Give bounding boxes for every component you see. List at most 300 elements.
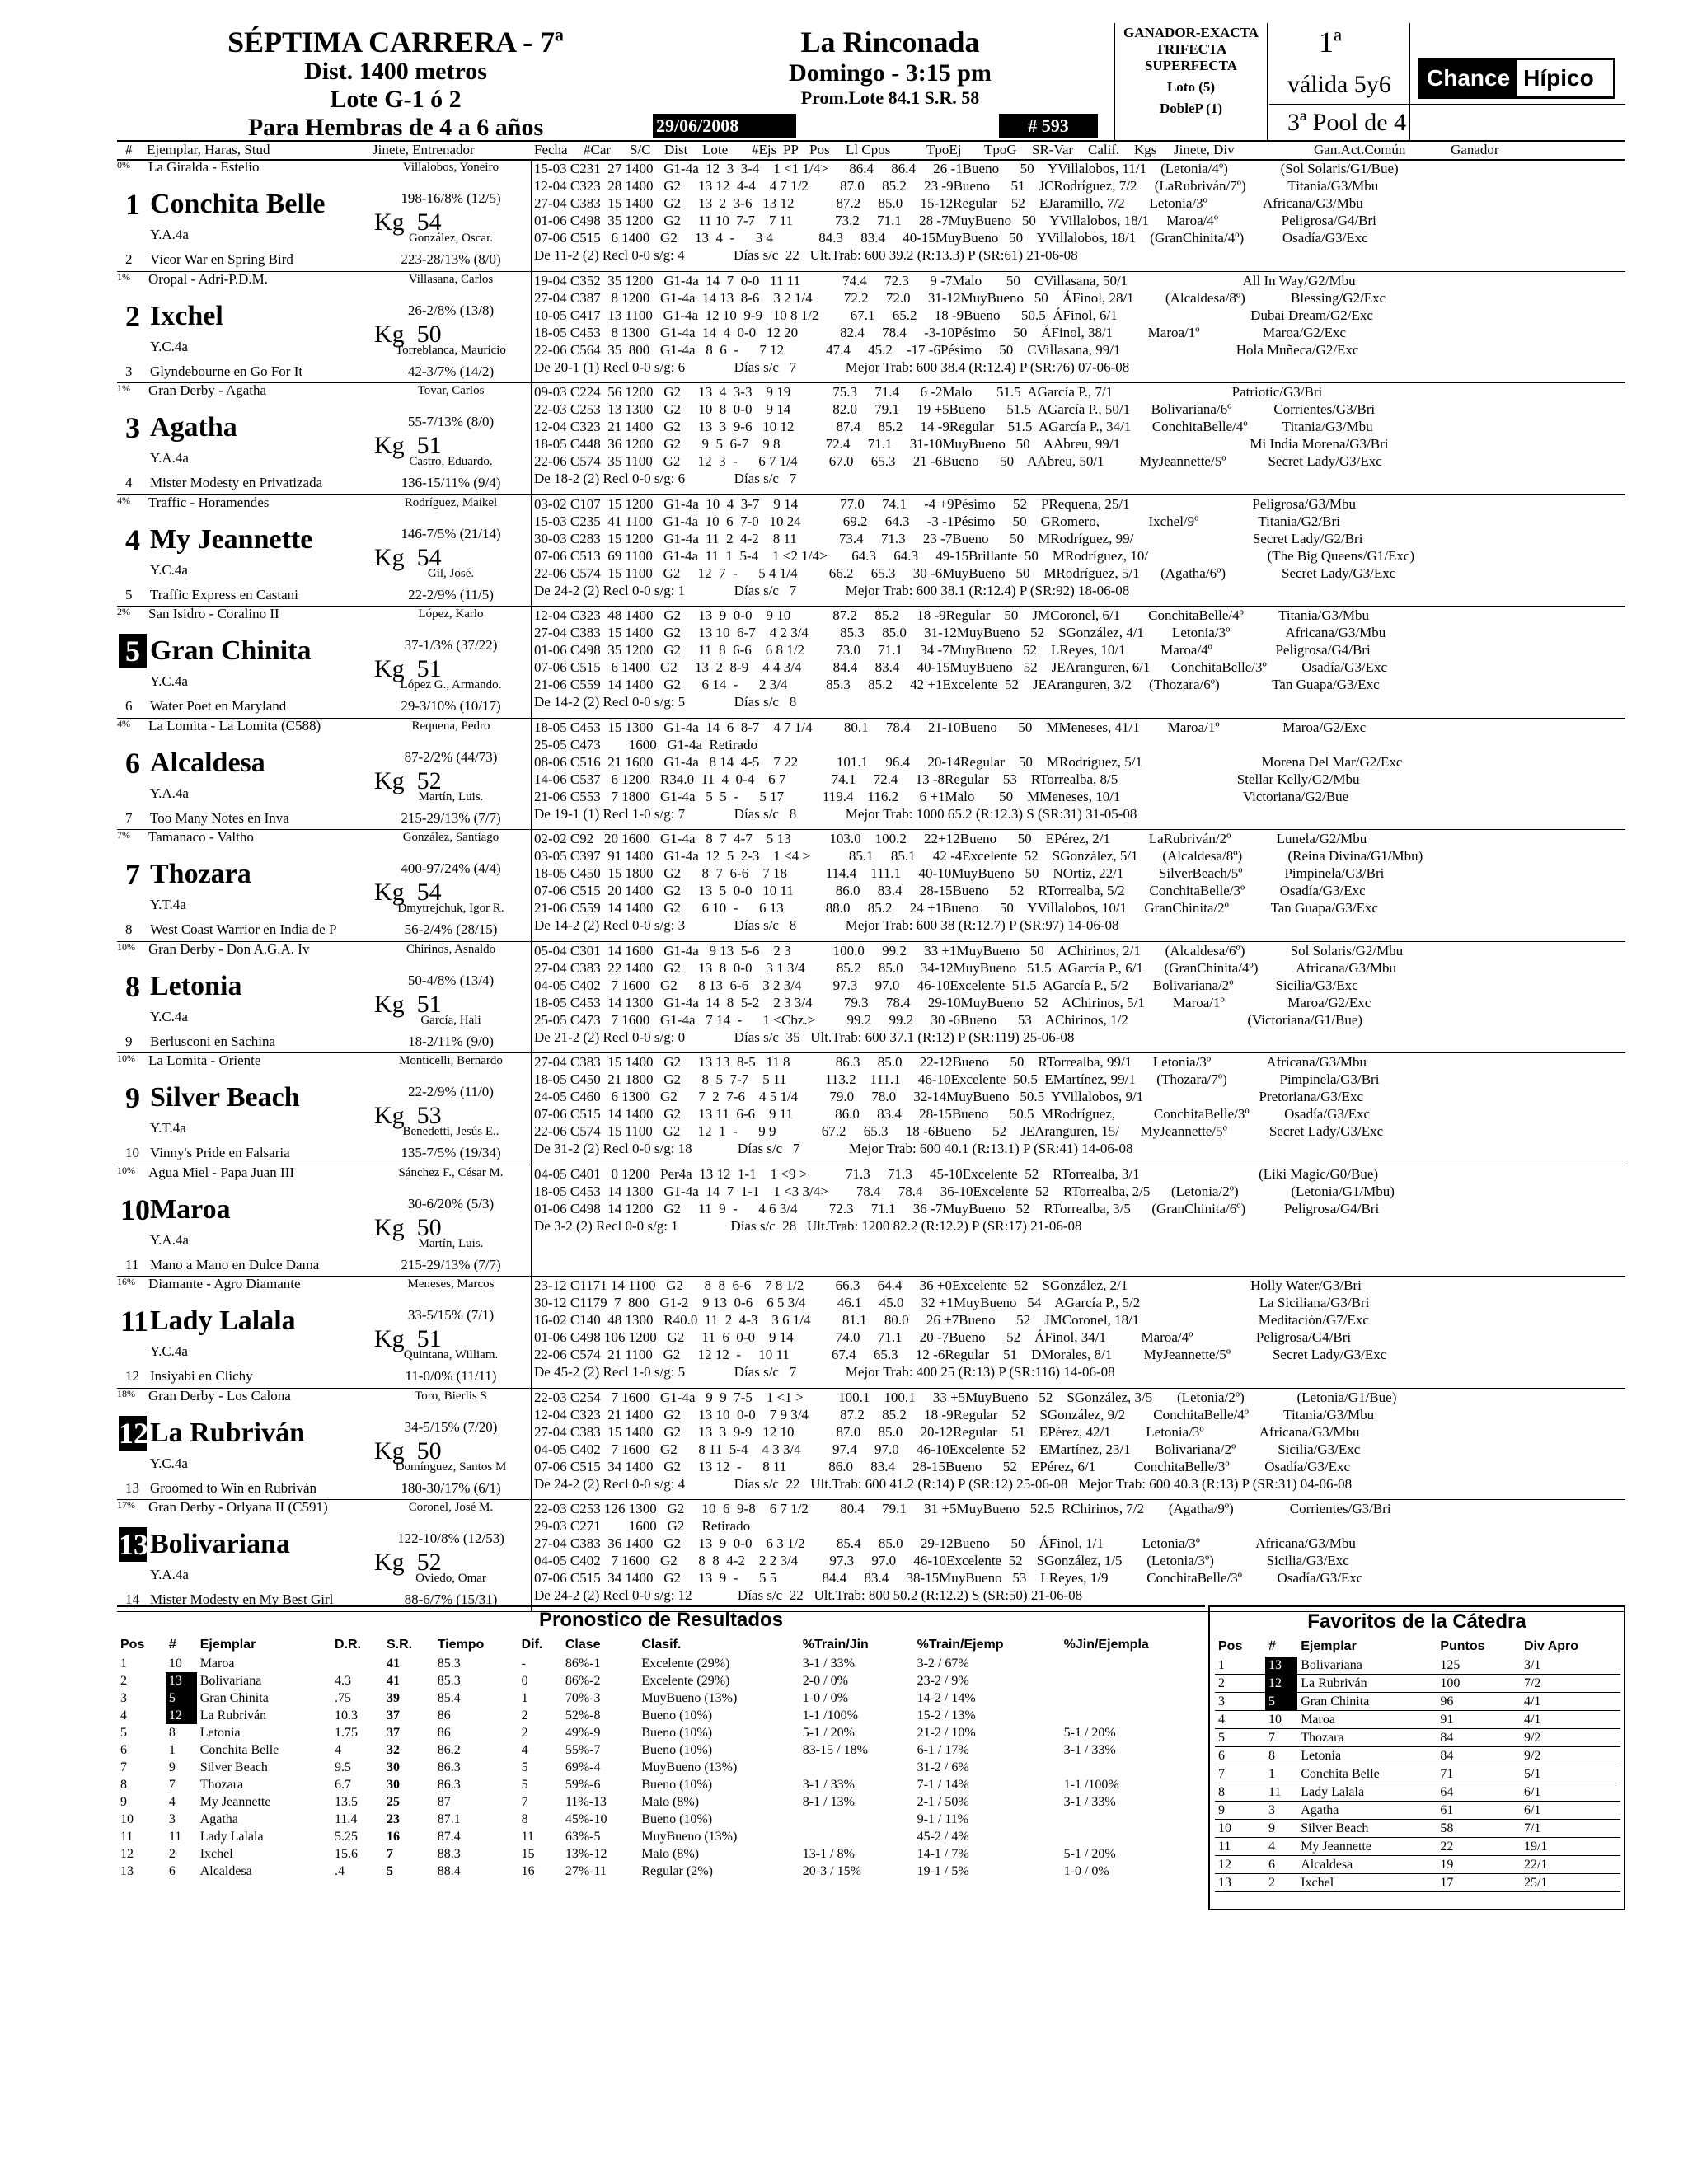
past-performance-line: 01-06 C498 106 1200 G2 11 6 0-0 9 14 74.0 71.1 20 -7Bueno 52 ÁFinol, 34/1 Maroa/4º Peligrosa/G4/Bri — [534, 1329, 1352, 1345]
entry-age: Y.A.4a — [150, 227, 189, 242]
entry-weight-value: 50 — [416, 1214, 442, 1241]
entry-breeding: Tamanaco - Valtho — [148, 829, 254, 845]
past-performance-line: 09-03 C224 56 1200 G2 13 4 3-3 9 19 75.3 71.4 6 -2Malo 51.5 AGarcía P., 7/1 Patriotic/G3/Bri — [534, 384, 1323, 400]
entry-age: Y.C.4a — [150, 562, 188, 578]
past-performance-line: 18-05 C453 14 1300 G1-4a 14 8 5-2 2 3 3/4 79.3 78.4 29-10MuyBueno 52 AChirinos, 5/1 Maroa/1º Maroa/G2/Exc — [534, 995, 1372, 1010]
past-performance-line: 22-06 C564 35 800 G1-4a 8 6 - 7 12 47.4 45.2 -17 -6Pésimo 50 CVillasana, 99/1 Hola Muñeca/G2/Exc — [534, 342, 1359, 358]
table-cell: 10 — [1268, 1712, 1282, 1727]
entry-weight: Kg 51 — [374, 432, 442, 459]
table-cell: Regular (2%) — [641, 1863, 713, 1878]
entry-age: Y.C.4a — [150, 1343, 188, 1359]
table-row — [1215, 1747, 1620, 1765]
table-cell: 70%-3 — [565, 1690, 601, 1705]
table-cell: 91 — [1440, 1712, 1454, 1727]
table-cell: 59%-6 — [565, 1777, 601, 1792]
column-header: S.R. — [387, 1638, 413, 1652]
entry-age: Y.C.4a — [150, 1009, 188, 1024]
column-header: Clase — [565, 1638, 601, 1652]
pronostico-table — [117, 1635, 1205, 1880]
entry-breeding: Agua Miel - Papa Juan III — [148, 1165, 295, 1180]
entry-jockey: López, Karlo — [418, 607, 484, 621]
past-performance-line: 22-03 C254 7 1600 G1-4a 9 9 7-5 1 <1 > 100.1 100.1 33 +5MuyBueno 52 SGonzález, 3/5 (Letonia/2º) (Letonia/G1/Bue) — [534, 1390, 1397, 1405]
table-cell: 20-3 / 15% — [802, 1863, 861, 1878]
table-cell: 10 — [1218, 1821, 1231, 1835]
past-performance-line: 22-06 C574 15 1100 G2 12 7 - 5 4 1/4 66.2 65.3 30 -6MuyBueno 50 MRodríguez, 5/1 (Agatha/6º) Secret Lady/G3/Exc — [534, 565, 1396, 581]
divider — [531, 494, 532, 607]
entry-index: 11 — [125, 1257, 139, 1272]
entry-weight-value: 52 — [416, 767, 442, 794]
past-performance-line: 03-05 C397 91 1400 G1-4a 12 5 2-3 1 <4 > 85.1 85.1 42 -4Excelente 52 SGonzález, 5/1 (Alcaldesa/8º) (Reina Divina/G1/Mbu) — [534, 848, 1423, 864]
table-cell: 11.4 — [334, 1811, 358, 1826]
table-cell: 5 — [387, 1863, 393, 1878]
table-cell: 58 — [1440, 1821, 1454, 1835]
table-cell: 83-15 / 18% — [802, 1742, 868, 1757]
divider — [531, 271, 532, 383]
table-cell: 85.3 — [437, 1673, 461, 1688]
past-performance-line: De 21-2 (2) Recl 0-0 s/g: 0 Días s/c 35 Ult.Trab: 600 37.1 (R:12) P (SR:119) 25-06-08 — [534, 1029, 1075, 1045]
past-performance-line: De 11-2 (2) Recl 0-0 s/g: 4 Días s/c 22 Ult.Trab: 600 39.2 (R:13.3) P (SR:61) 21-06-08 — [534, 247, 1078, 263]
table-cell: My Jeannette — [199, 1794, 271, 1809]
table-cell: Bueno (10%) — [641, 1725, 713, 1740]
table-cell: 12 — [1218, 1857, 1231, 1872]
entry-weight-value: 54 — [416, 544, 442, 571]
table-cell: 84 — [1440, 1730, 1454, 1745]
entry-sire: Mano a Mano en Dulce Dama — [150, 1257, 320, 1272]
entry-breeding: Oropal - Adri-P.D.M. — [148, 271, 268, 287]
table-cell: 21-2 / 10% — [917, 1725, 976, 1740]
entry-name: Alcaldesa — [150, 748, 265, 778]
entry-weight: Kg 51 — [374, 991, 442, 1018]
entry-age: Y.T.4a — [150, 1120, 186, 1136]
past-performance-line: 12-04 C323 48 1400 G2 13 9 0-0 9 10 87.2 85.2 18 -9Regular 50 JMCoronel, 6/1 ConchitaBelle/4º Titania/G3/Mbu — [534, 607, 1369, 623]
entry-sire: Vicor War en Spring Bird — [150, 251, 293, 267]
table-cell: My Jeannette — [1301, 1839, 1372, 1854]
table-cell: 19/1 — [1523, 1839, 1548, 1854]
entry-row — [117, 159, 1625, 271]
pool-text: 3ª Pool de 4 — [1287, 109, 1407, 136]
table-cell: 7/1 — [1523, 1821, 1541, 1835]
table-cell: 9/2 — [1523, 1748, 1541, 1763]
past-performance-line: 12-04 C323 28 1400 G2 13 12 4-4 4 7 1/2 87.0 85.2 23 -9Bueno 51 JCRodríguez, 7/2 (LaRubriván/7º) Titania/G3/Mbu — [534, 178, 1379, 194]
divider — [531, 1165, 532, 1277]
table-cell: 86.3 — [437, 1760, 461, 1774]
entry-row — [117, 1052, 1625, 1165]
table-cell: 15.6 — [334, 1846, 358, 1861]
table-cell: 37 — [387, 1708, 400, 1722]
table-cell: 12 — [1265, 1675, 1297, 1693]
table-cell: 5-1 / 20% — [1063, 1725, 1116, 1740]
column-header: Ejemplar — [1301, 1639, 1357, 1653]
table-cell: 45-2 / 4% — [917, 1829, 969, 1844]
table-cell: 1 — [1268, 1766, 1275, 1781]
col-header: Dist — [664, 142, 688, 157]
table-cell: Letonia — [199, 1725, 241, 1740]
entry-index: 6 — [125, 698, 133, 714]
table-cell: 9 — [1268, 1821, 1275, 1835]
table-cell: 27%-11 — [565, 1863, 607, 1878]
entry-age: Y.A.4a — [150, 450, 189, 466]
table-cell — [799, 1759, 914, 1776]
past-performance-line: 05-04 C301 14 1600 G1-4a 9 13 5-6 2 3 100.0 99.2 33 +1MuyBueno 50 AChirinos, 2/1 (Alcaldesa/6º) Sol Solaris/G2/Mbu — [534, 943, 1404, 958]
table-cell: 7 — [521, 1794, 528, 1809]
past-performance-line: 22-06 C574 15 1100 G2 12 1 - 9 9 67.2 65.3 18 -6Bueno 52 JEAranguren, 15/ MyJeannette/5º Secret Lady/G3/Exc — [534, 1123, 1384, 1139]
entry-trainer-stats: 180-30/17% (6/1) — [401, 1480, 501, 1496]
table-cell: 5-1 / 20% — [1063, 1846, 1116, 1861]
table-row — [117, 1776, 1205, 1793]
table-cell: 2 — [521, 1725, 528, 1740]
entry-jockey-stats: 33-5/15% (7/1) — [407, 1307, 495, 1323]
past-performance-line: 07-06 C515 20 1400 G2 13 5 0-0 10 11 86.0 83.4 28-15Bueno 52 RTorrealba, 5/2 ConchitaBelle/3º Osadía/G3/Exc — [534, 883, 1366, 898]
entry-name: My Jeannette — [150, 524, 313, 555]
past-performance-line: 15-03 C235 41 1100 G1-4a 10 6 7-0 10 24 69.2 64.3 -3 -1Pésimo 50 GRomero, Ixchel/9º Titania/G2/Bri — [534, 513, 1340, 529]
table-cell: .75 — [334, 1690, 351, 1705]
entry-name: Lady Lalala — [150, 1305, 296, 1336]
past-performance-line: 24-05 C460 6 1300 G2 7 2 7-6 4 5 1/4 79.0 78.0 32-14MuyBueno 50.5 YVillalobos, 9/1 Pretoriana/G3/Exc — [534, 1089, 1364, 1104]
entry-trainer: Oviedo, Omar — [415, 1572, 486, 1585]
entry-jockey-stats: 37-1/3% (37/22) — [404, 637, 498, 653]
table-cell: 86.3 — [437, 1777, 461, 1792]
table-cell: 64 — [1440, 1784, 1454, 1799]
table-cell: Agatha — [1301, 1802, 1339, 1817]
past-performance-line: 30-03 C283 15 1200 G1-4a 11 2 4-2 8 11 73.4 71.3 23 -7Bueno 50 MRodríguez, 99/ Secret Lady/G2/Bri — [534, 531, 1363, 546]
table-cell: 3-1 / 33% — [802, 1777, 855, 1792]
entry-breeding: La Lomita - La Lomita (C588) — [148, 718, 321, 733]
entry-trainer: Dmytrejchuk, Igor R. — [397, 902, 504, 915]
entry-past-performances — [534, 1501, 1622, 1605]
table-cell: Ixchel — [199, 1846, 233, 1861]
entry-percent: 4% — [117, 718, 130, 729]
table-cell: 96 — [1440, 1694, 1454, 1708]
table-cell: 32 — [387, 1742, 400, 1757]
entry-index: 7 — [125, 810, 133, 826]
past-performance-line: 21-06 C559 14 1400 G2 6 14 - 2 3/4 85.3 85.2 42 +1Excelente 52 JEAranguren, 3/2 (Thozara/6º) Tan Guapa/G3/Exc — [534, 677, 1380, 692]
past-performance-line: 04-05 C402 7 1600 G2 8 11 5-4 4 3 3/4 97.4 97.0 46-10Excelente 52 EMartínez, 23/1 Bolivariana/2º Sicilia/G3/Exc — [534, 1441, 1361, 1457]
table-cell — [1061, 1828, 1205, 1845]
track-name: La Rinconada — [800, 26, 980, 59]
table-cell: 13%-12 — [565, 1846, 607, 1861]
column-header: Clasif. — [641, 1638, 682, 1652]
past-performance-line: 07-06 C515 34 1400 G2 13 12 - 8 11 86.0 83.4 28-15Bueno 52 EPérez, 6/1 ConchitaBelle/3º Osadía/G3/Exc — [534, 1459, 1351, 1474]
entry-trainer-stats: 22-2/9% (11/5) — [408, 587, 494, 602]
col-header: Ejemplar, Haras, Stud — [147, 142, 270, 157]
table-row — [117, 1724, 1205, 1741]
table-cell: 6 — [168, 1863, 176, 1878]
table-row — [117, 1672, 1205, 1690]
table-cell: Conchita Belle — [199, 1742, 279, 1757]
entry-jockey: Meneses, Marcos — [407, 1277, 495, 1291]
race-lote: Lote G-1 ó 2 — [330, 86, 462, 113]
table-cell — [799, 1828, 914, 1845]
table-row — [117, 1655, 1205, 1672]
column-header: %Train/Jin — [802, 1638, 869, 1652]
col-header: Pos — [809, 142, 830, 157]
entry-trainer-stats: 223-28/13% (8/0) — [401, 251, 501, 267]
table-row — [117, 1707, 1205, 1724]
table-cell: 13 — [120, 1863, 134, 1878]
entry-trainer: Martín, Luis. — [418, 790, 484, 804]
table-cell: 16 — [387, 1829, 400, 1844]
table-cell: 22 — [1440, 1839, 1454, 1854]
table-cell: 11 — [168, 1829, 182, 1844]
divider — [117, 1388, 1625, 1389]
table-cell: 125 — [1440, 1657, 1461, 1672]
past-performance-line: 04-05 C402 7 1600 G2 8 13 6-6 3 2 3/4 97.3 97.0 46-10Excelente 51.5 AGarcía P., 5/2 Bolivariana/2º Sicilia/G3/Exc — [534, 977, 1358, 993]
table-cell: Bueno (10%) — [641, 1777, 713, 1792]
table-cell: Alcaldesa — [1301, 1857, 1353, 1872]
table-cell: 2 — [120, 1673, 127, 1688]
table-cell: 17 — [1440, 1875, 1454, 1890]
entry-trainer-stats: 88-6/7% (15/31) — [404, 1591, 498, 1607]
entry-age: Y.C.4a — [150, 1455, 188, 1471]
entry-sire: Glyndebourne en Go For It — [150, 363, 303, 379]
entry-weight-value: 51 — [416, 655, 442, 682]
entry-weight: Kg 54 — [374, 544, 442, 571]
entry-weight: Kg 50 — [374, 1437, 442, 1465]
entry-jockey-stats: 146-7/5% (21/14) — [401, 526, 501, 541]
entry-jockey: Chirinos, Asnaldo — [406, 943, 496, 956]
table-cell: 11 — [1268, 1784, 1282, 1799]
entry-number: 8 — [125, 970, 140, 1003]
entry-jockey-stats: 400-97/24% (4/4) — [401, 860, 501, 876]
past-performance-line: 04-05 C402 7 1600 G2 8 8 4-2 2 2 3/4 97.3 97.0 46-10Excelente 52 SGonzález, 1/5 (Letonia/3º) Sicilia/G3/Exc — [534, 1553, 1349, 1568]
table-cell: 1 — [1218, 1657, 1225, 1672]
table-cell: 8 — [1268, 1748, 1275, 1763]
entry-trainer: Quintana, William. — [403, 1348, 499, 1361]
col-header: TpoEj — [926, 142, 962, 157]
entry-trainer: González, Oscar. — [408, 232, 494, 245]
entry-row — [117, 1165, 1625, 1277]
entry-percent: 16% — [117, 1276, 135, 1287]
past-performance-line: 23-12 C1171 14 1100 G2 8 8 6-6 7 8 1/2 66.3 64.4 36 +0Excelente 52 SGonzález, 2/1 Holly Water/G3/Bri — [534, 1277, 1362, 1293]
race-distance: Dist. 1400 metros — [304, 58, 487, 85]
entry-past-performances — [534, 384, 1622, 488]
table-cell: 1-1 /100% — [1063, 1777, 1119, 1792]
table-cell: Letonia — [1301, 1748, 1342, 1763]
table-cell: 7 — [1218, 1766, 1225, 1781]
entry-jockey-stats: 122-10/8% (12/53) — [397, 1530, 504, 1546]
past-performance-line: 18-05 C453 8 1300 G1-4a 14 4 0-0 12 20 82.4 78.4 -3-10Pésimo 50 ÁFinol, 38/1 Maroa/1º Maroa/G2/Exc — [534, 325, 1347, 340]
table-cell: 11 — [120, 1829, 134, 1844]
table-cell: Maroa — [1301, 1712, 1335, 1727]
table-cell: 1.75 — [334, 1725, 358, 1740]
past-performance-line: 18-05 C453 15 1300 G1-4a 14 6 8-7 4 7 1/4 80.1 78.4 21-10Bueno 50 MMeneses, 41/1 Maroa/1º Maroa/G2/Exc — [534, 719, 1367, 735]
entry-trainer: Martín, Luis. — [418, 1237, 484, 1250]
entry-trainer: Domínguez, Santos M — [395, 1460, 507, 1474]
divider — [531, 1388, 532, 1500]
col-header: Kgs — [1134, 142, 1157, 157]
past-performance-line: 12-04 C323 21 1400 G2 13 3 9-6 10 12 87.4 85.2 14 -9Regular 51.5 AGarcía P., 34/1 ConchitaBelle/4º Titania/G3/Mbu — [534, 419, 1373, 434]
table-cell: 88.3 — [437, 1846, 461, 1861]
table-cell: 2 — [168, 1846, 176, 1861]
column-header: # — [1268, 1639, 1276, 1653]
race-day-time: Domingo - 3:15 pm — [789, 59, 992, 87]
table-cell: 3/1 — [1523, 1657, 1541, 1672]
table-cell: Bueno (10%) — [641, 1742, 713, 1757]
divider — [117, 718, 1625, 719]
table-cell: 14-1 / 7% — [917, 1846, 969, 1861]
past-performance-line: 18-05 C448 36 1200 G2 9 5 6-7 9 8 72.4 71.1 31-10MuyBueno 50 AAbreu, 99/1 Mi India Morena/G3/Bri — [534, 436, 1389, 452]
entry-weight: Kg 52 — [374, 1549, 442, 1576]
past-performance-line: 22-03 C253 13 1300 G2 10 8 0-0 9 14 82.0 79.1 19 +5Bueno 51.5 AGarcía P., 50/1 Bolivariana/6º Corrientes/G3/Bri — [534, 401, 1376, 417]
entry-percent: 1% — [117, 271, 130, 283]
table-cell: 6 — [1268, 1857, 1275, 1872]
table-cell: 1 — [521, 1690, 528, 1705]
table-cell: 87 — [437, 1794, 451, 1809]
table-cell: 19 — [1440, 1857, 1454, 1872]
chance-hipico-logo — [1418, 58, 1615, 99]
divider — [1269, 104, 1625, 105]
table-cell: 86%-1 — [565, 1656, 601, 1671]
entry-number: 13 — [119, 1528, 148, 1561]
table-cell: 15-2 / 13% — [917, 1708, 976, 1722]
favoritos-table — [1215, 1637, 1620, 1892]
col-header: Ll Cpos — [846, 142, 891, 157]
past-performance-line: 04-05 C401 0 1200 Per4a 13 12 1-1 1 <9 > 71.3 71.3 45-10Excelente 52 RTorrealba, 3/1 (Liki Magic/G0/Bue) — [534, 1166, 1379, 1182]
table-cell — [331, 1655, 383, 1672]
table-cell: 45%-10 — [565, 1811, 607, 1826]
table-cell: 4 — [1268, 1839, 1275, 1854]
table-row — [1215, 1856, 1620, 1874]
past-performance-line: 22-06 C574 21 1100 G2 12 12 - 10 11 67.4 65.3 12 -6Regular 51 DMorales, 8/1 MyJeannette/5º Secret Lady/G3/Exc — [534, 1347, 1387, 1362]
table-cell: Ixchel — [1301, 1875, 1334, 1890]
col-header: Jinete, Entrenador — [373, 142, 475, 157]
entry-percent: 0% — [117, 159, 130, 171]
table-cell: 5 — [1218, 1730, 1225, 1745]
table-cell: 6-1 / 17% — [917, 1742, 969, 1757]
table-cell: 5/1 — [1523, 1766, 1541, 1781]
table-cell: 9 — [168, 1760, 176, 1774]
table-cell: 9/2 — [1523, 1730, 1541, 1745]
entry-number: 4 — [125, 523, 140, 556]
entry-trainer-stats: 56-2/4% (28/15) — [404, 921, 498, 937]
table-cell: 12 — [120, 1846, 134, 1861]
past-performance-line: De 18-2 (2) Recl 0-0 s/g: 6 Días s/c 7 — [534, 471, 797, 486]
entry-weight-value: 51 — [416, 991, 442, 1018]
table-cell: 13.5 — [334, 1794, 358, 1809]
table-cell: 5 — [1265, 1693, 1297, 1711]
bet-type: SUPERFECTA — [1144, 58, 1238, 73]
divider — [531, 1276, 532, 1388]
table-cell — [1061, 1707, 1205, 1724]
entry-trainer: Gil, José. — [427, 567, 475, 580]
table-cell: 3 — [1218, 1694, 1225, 1708]
divider — [117, 941, 1625, 942]
entry-past-performances — [534, 607, 1622, 711]
entry-past-performances — [534, 831, 1622, 935]
table-row — [1215, 1729, 1620, 1747]
table-cell: 86 — [437, 1725, 451, 1740]
table-cell: 8 — [1218, 1784, 1225, 1799]
entry-past-performances — [534, 1277, 1622, 1381]
table-cell: 22/1 — [1523, 1857, 1548, 1872]
past-performance-line: 03-02 C107 15 1200 G1-4a 10 4 3-7 9 14 77.0 74.1 -4 +9Pésimo 52 PRequena, 25/1 Peligrosa/G3/Mbu — [534, 496, 1356, 512]
entry-jockey-stats: 87-2/2% (44/73) — [404, 749, 498, 765]
past-performance-line: 12-04 C323 21 1400 G2 13 10 0-0 7 9 3/4 87.2 85.2 18 -9Regular 52 SGonzález, 9/2 ConchitaBelle/4º Titania/G3/Mbu — [534, 1407, 1375, 1422]
table-cell: 7-1 / 14% — [917, 1777, 969, 1792]
table-cell: 52%-8 — [565, 1708, 601, 1722]
entry-weight: Kg 54 — [374, 209, 442, 236]
table-cell: 1-0 / 0% — [802, 1690, 848, 1705]
past-performance-line: 01-06 C498 14 1200 G2 11 9 - 4 6 3/4 72.3 71.1 36 -7MuyBueno 52 RTorrealba, 3/5 (GranChinita/6º) Peligrosa/G4/Bri — [534, 1201, 1380, 1216]
column-header: # — [168, 1638, 176, 1652]
entry-trainer: Castro, Eduardo. — [409, 455, 493, 468]
past-performance-line: De 14-2 (2) Recl 0-0 s/g: 3 Días s/c 8 Mejor Trab: 600 38 (R:12.7) P (SR:97) 14-06-08 — [534, 917, 1119, 933]
table-cell: 41 — [387, 1673, 400, 1688]
column-header: %Train/Ejemp — [917, 1638, 1004, 1652]
table-cell: Gran Chinita — [1301, 1694, 1370, 1708]
entry-row — [117, 1276, 1625, 1388]
table-cell: 8 — [120, 1777, 127, 1792]
favoritos-title: Favoritos de la Cátedra — [1307, 1610, 1526, 1633]
divider — [531, 718, 532, 830]
entry-percent: 2% — [117, 606, 130, 617]
table-cell: 3-1 / 33% — [802, 1656, 855, 1671]
past-performance-line: 27-04 C387 8 1200 G1-4a 14 13 8-6 3 2 1/4 72.2 72.0 31-12MuyBueno 50 ÁFinol, 28/1 (Alcaldesa/8º) Blessing/G2/Exc — [534, 290, 1386, 306]
entry-row — [117, 1499, 1625, 1611]
table-cell: 3-1 / 33% — [1063, 1794, 1116, 1809]
entry-age: Y.A.4a — [150, 785, 189, 801]
entry-trainer-stats: 135-7/5% (19/34) — [401, 1145, 501, 1160]
entry-row — [117, 718, 1625, 830]
entry-trainer: López G., Armando. — [400, 678, 502, 691]
table-cell: 12 — [166, 1707, 197, 1724]
table-cell: 4 — [168, 1794, 176, 1809]
entry-breeding: San Isidro - Coralino II — [148, 606, 279, 621]
table-cell: .4 — [334, 1863, 345, 1878]
entry-breeding: Diamante - Agro Diamante — [148, 1276, 301, 1291]
entry-age: Y.A.4a — [150, 1567, 189, 1582]
entry-sire: Berlusconi en Sachina — [150, 1033, 276, 1049]
entry-jockey: Sánchez F., César M. — [398, 1166, 504, 1179]
table-row — [1215, 1783, 1620, 1802]
column-header: Tiempo — [437, 1638, 485, 1652]
entry-number: 12 — [119, 1417, 148, 1450]
entry-number: 7 — [125, 858, 140, 891]
entry-row — [117, 829, 1625, 941]
past-performance-line: 01-06 C498 35 1200 G2 11 10 7-7 7 11 73.2 71.1 28 -7MuyBueno 50 YVillalobos, 18/1 Maroa/4º Peligrosa/G4/Bri — [534, 213, 1376, 228]
table-cell: 1-0 / 0% — [1063, 1863, 1109, 1878]
race-title: SÉPTIMA CARRERA - 7ª — [227, 26, 564, 59]
col-header: S/C — [630, 142, 651, 157]
past-performance-line: 18-05 C453 14 1300 G1-4a 14 7 1-1 1 <3 3/4> 78.4 78.4 36-10Excelente 52 RTorrealba, 2/5 (Letonia/2º) (Letonia/G1/Mbu) — [534, 1183, 1395, 1199]
race-conditions: Para Hembras de 4 a 6 años — [247, 114, 544, 141]
entry-number: 2 — [125, 300, 140, 333]
table-cell: 4 — [1218, 1712, 1225, 1727]
table-row — [1215, 1693, 1620, 1711]
table-row — [1215, 1820, 1620, 1838]
table-row — [117, 1863, 1205, 1880]
past-performance-line: De 14-2 (2) Recl 0-0 s/g: 5 Días s/c 8 — [534, 694, 797, 710]
entry-number: 5 — [119, 634, 147, 668]
entry-name: Maroa — [150, 1194, 231, 1225]
table-cell: 41 — [387, 1656, 400, 1671]
past-performance-line: 16-02 C140 48 1300 R40.0 11 2 4-3 3 6 1/4 81.1 80.0 26 +7Bueno 52 JMCoronel, 18/1 Meditación/G7/Exc — [534, 1312, 1369, 1328]
divider — [531, 941, 532, 1053]
past-performance-line: 27-04 C383 15 1400 G2 13 13 8-5 11 8 86.3 85.0 22-12Bueno 50 RTorrealba, 99/1 Letonia/3º Africana/G3/Mbu — [534, 1054, 1367, 1070]
column-header: Puntos — [1440, 1639, 1485, 1653]
entry-weight: Kg 50 — [374, 321, 442, 348]
col-header: Calif. — [1088, 142, 1120, 157]
table-cell: 86.2 — [437, 1742, 461, 1757]
table-cell: 6 — [1218, 1748, 1225, 1763]
entry-weight-value: 51 — [416, 432, 442, 459]
past-performance-line: 07-06 C515 6 1400 G2 13 2 8-9 4 4 3/4 84.4 83.4 40-15MuyBueno 52 JEAranguren, 6/1 ConchitaBelle/3º Osadía/G3/Exc — [534, 659, 1388, 675]
table-cell: 37 — [387, 1725, 400, 1740]
valida-text: válida 5y6 — [1287, 71, 1391, 98]
table-cell: 7 — [120, 1760, 127, 1774]
table-cell: 86 — [437, 1708, 451, 1722]
entry-percent: 1% — [117, 382, 130, 394]
